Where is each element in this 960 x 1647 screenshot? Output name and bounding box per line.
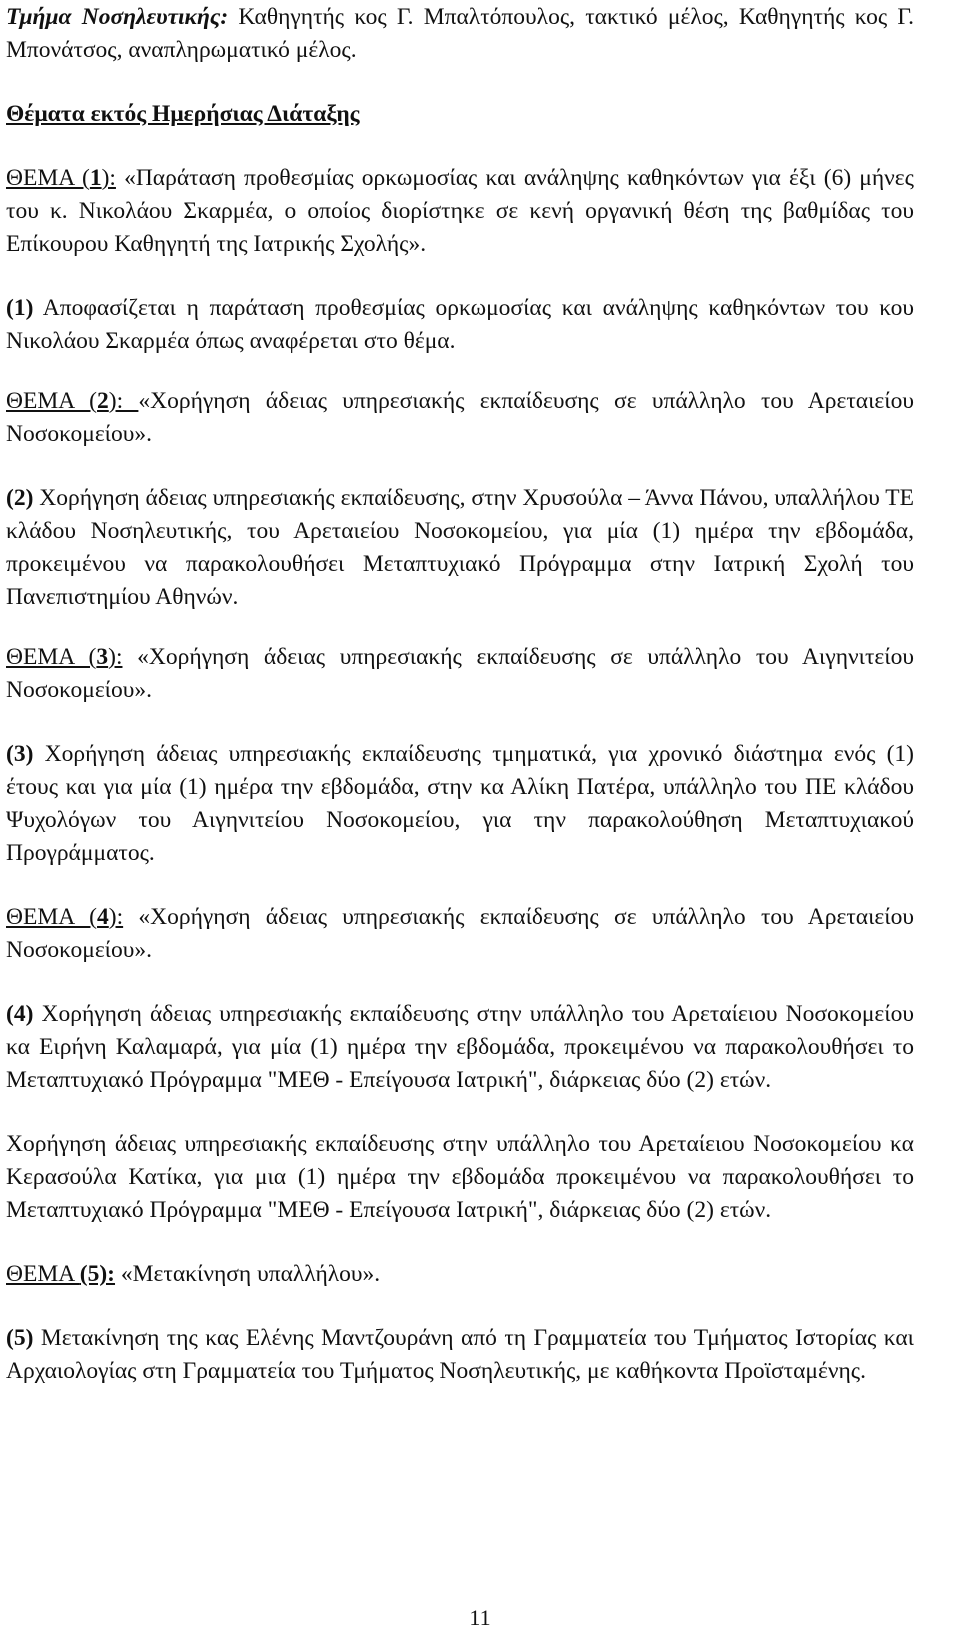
decision-5 [6, 1322, 914, 1388]
subject-3-text: «Χορήγηση άδειας υπηρεσιακής εκπαίδευσης σε υπάλληλο του Αιγηνιτείου Νοσοκομείου». [6, 644, 914, 703]
subject-4 [6, 901, 914, 967]
decision-5-text: Μετακίνηση της κας Ελένης Μαντζουράνη από τη Γραμματεία του Τμήματος Ιστορίας και Αρχαιολογίας στη Γραμματεία του Τμήματος Νοσηλευτικής, με καθήκοντα Προϊσταμένης. [6, 1325, 914, 1384]
section-heading: Θέματα εκτός Ημερήσιας Διάταξης [6, 101, 360, 127]
subject-2-text: «Χορήγηση άδειας υπηρεσιακής εκπαίδευσης σε υπάλληλο του Αρεταιείου Νοσοκομείου». [6, 388, 914, 447]
decision-2 [6, 482, 914, 614]
subject-3-label: ΘΕΜΑ (3): [6, 644, 123, 670]
intro-label: Τμήμα Νοσηλευτικής: [6, 4, 229, 30]
page-number: 11 [469, 1605, 491, 1630]
subject-3 [6, 641, 914, 707]
decision-4 [6, 998, 914, 1097]
decision-4-text: Χορήγηση άδειας υπηρεσιακής εκπαίδευσης στην υπάλληλο του Αρεταίειου Νοσοκομείου κα Ειρήνη Καλαμαρά, για μία (1) ημέρα την εβδομάδα, προκειμένου να παρακολουθήσει το Μεταπτυχιακό Πρόγραμμα "ΜΕΘ - Επείγουσα Ιατρική", διάρκειας δύο (2) ετών. [6, 1001, 914, 1093]
decision-1 [6, 292, 914, 358]
subject-5 [6, 1258, 914, 1291]
subject-4-text: «Χορήγηση άδειας υπηρεσιακής εκπαίδευσης σε υπάλληλο του Αρεταιείου Νοσοκομείου». [6, 904, 914, 963]
decision-4-extra: Χορήγηση άδειας υπηρεσιακής εκπαίδευσης στην υπάλληλο του Αρεταίειου Νοσοκομείου κα Κερασούλα Κατίκα, για μια (1) ημέρα την εβδομάδα προκειμένου να παρακολουθήσει το Μεταπτυχιακό Πρόγραμμα "ΜΕΘ - Επείγουσα Ιατρική", διάρκειας δύο (2) ετών. [6, 1131, 914, 1223]
subject-1-label: ΘΕΜΑ (1): [6, 165, 116, 191]
intro-text: Καθηγητής κος Γ. Μπαλτόπουλος, τακτικό μέλος, Καθηγητής κος Γ. Μπονάτσος, αναπληρωματικό μέλος. [6, 4, 914, 63]
subject-1-text: «Παράταση προθεσμίας ορκωμοσίας και ανάληψης καθηκόντων για έξι (6) μήνες του κ. Νικολάου Σκαρμέα, ο οποίος διορίστηκε σε κενή οργανική θέση της βαθμίδας του Επίκουρου Καθηγητή της Ιατρικής Σχολής». [6, 165, 914, 257]
subject-4-label: ΘΕΜΑ (4): [6, 904, 124, 930]
subject-2 [6, 385, 914, 451]
decision-3 [6, 738, 914, 870]
decision-4-number: (4) [6, 1001, 34, 1027]
subject-5-label: ΘΕΜΑ (5): [6, 1261, 116, 1287]
decision-1-text: Αποφασίζεται η παράταση προθεσμίας ορκωμοσίας και ανάληψης καθηκόντων του κου Νικολάου Σκαρμέα όπως αναφέρεται στο θέμα. [6, 295, 914, 354]
decision-3-number: (3) [6, 741, 34, 767]
decision-3-text: Χορήγηση άδειας υπηρεσιακής εκπαίδευσης τμηματικά, για χρονικό διάστημα ενός (1) έτους και για μία (1) ημέρα την εβδομάδα, στην κα Αλίκη Πατέρα, υπάλληλο του ΠΕ κλάδου Ψυχολόγων του Αιγηνιτείου Νοσοκομείου, για την παρακολούθηση Μεταπτυχιακού Προγράμματος. [6, 741, 914, 866]
decision-5-number: (5) [6, 1325, 34, 1351]
subject-2-label: ΘΕΜΑ (2): [6, 388, 139, 414]
decision-1-number: (1) [6, 295, 34, 321]
decision-2-number: (2) [6, 485, 34, 511]
document-page [6, 0, 914, 1388]
subject-5-text: «Μετακίνηση υπαλλήλου». [115, 1261, 381, 1287]
decision-2-text: Χορήγηση άδειας υπηρεσιακής εκπαίδευσης, στην Χρυσούλα – Άννα Πάνου, υπαλλήλου ΤΕ κλάδου Νοσηλευτικής, του Αρεταιείου Νοσοκομείου, για μία (1) ημέρα την εβδομάδα, προκειμένου να παρακολουθήσει Μεταπτυχιακό Πρόγραμμα στην Ιατρική Σχολή του Πανεπιστημίου Αθηνών. [6, 485, 914, 610]
subject-1 [6, 162, 914, 261]
intro-paragraph [6, 1, 914, 67]
